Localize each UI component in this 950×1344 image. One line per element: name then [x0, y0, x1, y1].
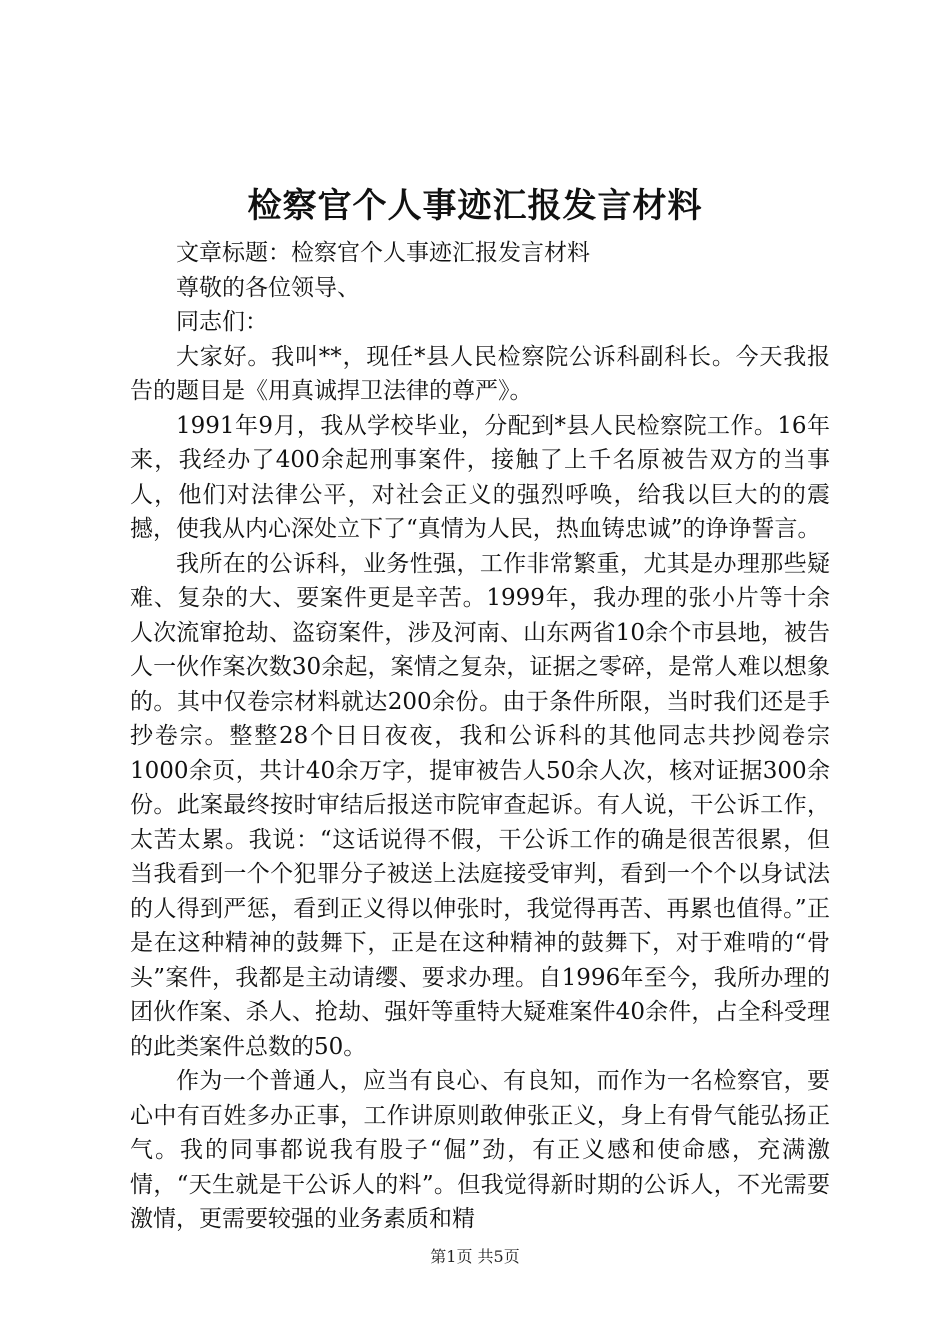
- body-paragraph: 作为一个普通人，应当有良心、有良知，而作为一名检察官，要心中有百姓多办正事，工作讲原则敢伸张正义，身上有骨气能弘扬正气。我的同事都说我有股子“倔”劲，有正义感和使命感，充满激情，“天生就是干公诉人的料”。但我觉得新时期的公诉人，不光需要激情，更需要较强的业务素质和精: [130, 1068, 830, 1232]
- article-title-line: 文章标题：检察官个人事迹汇报发言材料: [176, 240, 590, 266]
- page-number-footer: 第1页 共5页: [430, 1247, 520, 1266]
- salutation-comrades: 同志们：: [176, 309, 268, 335]
- document-body: [130, 236, 830, 1237]
- document-title: 检察官个人事迹汇报发言材料: [247, 186, 703, 226]
- body-paragraph: 大家好。我叫**，现任*县人民检察院公诉科副科长。今天我报告的题目是《用真诚捍卫法律的尊严》。: [130, 343, 830, 404]
- body-paragraph: 我所在的公诉科，业务性强，工作非常繁重，尤其是办理那些疑难、复杂的大、要案件更是辛苦。1999年，我办理的张小片等十余人次流窜抢劫、盗窃案件，涉及河南、山东两省10余个市县地，被告人一伙作案次数30余起，案情之复杂，证据之零碎，是常人难以想象的。其中仅卷宗材料就达200余份。由于条件所限，当时我们还是手抄卷宗。整整28个日日夜夜，我和公诉科的其他同志共抄阅卷宗1000余页，共计40余万字，提审被告人50余人次，核对证据300余份。此案最终按时审结后报送市院审查起诉。有人说，干公诉工作，太苦太累。我说：“这话说得不假，干公诉工作的确是很苦很累，但当我看到一个个犯罪分子被送上法庭接受审判，看到一个个以身试法的人得到严惩，看到正义得以伸张时，我觉得再苦、再累也值得。”正是在这种精神的鼓舞下，正是在这种精神的鼓舞下，对于难啃的“骨头”案件，我都是主动请缨、要求办理。自1996年至今，我所办理的团伙作案、杀人、抢劫、强奸等重特大疑难案件40余件，占全科受理的此类案件总数的50。: [130, 550, 830, 1060]
- salutation-leaders: 尊敬的各位领导、: [176, 274, 360, 301]
- body-paragraph: 1991年9月，我从学校毕业，分配到*县人民检察院工作。16年来，我经办了400余起刑事案件，接触了上千名原被告双方的当事人，他们对法律公平，对社会正义的强烈呼唤，给我以巨大的的震撼，使我从内心深处立下了“真情为人民，热血铸忠诚”的诤诤誓言。: [130, 412, 830, 542]
